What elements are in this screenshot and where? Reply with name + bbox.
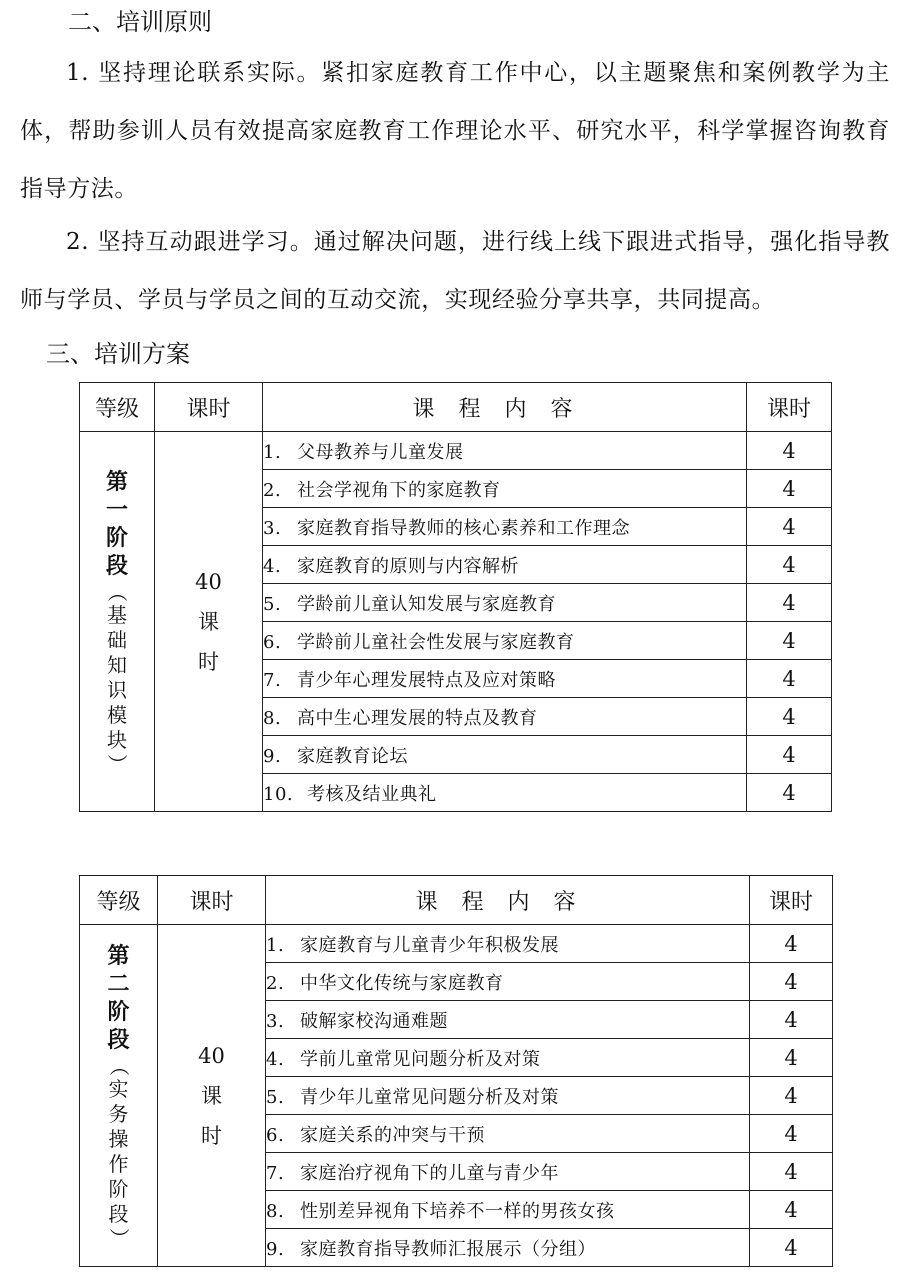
level-title-char: 第 [107,943,130,969]
course-hours: 4 [750,963,833,1001]
course-name-cell [266,1191,750,1229]
course-number: 9. [263,745,282,767]
level-sub-char: 实 [108,1076,129,1101]
course-name: 学龄前儿童社会性发展与家庭教育 [297,631,575,653]
course-name-cell [263,622,747,660]
course-number: 7. [266,1162,285,1184]
course-number: 5. [266,1086,285,1108]
course-hours: 4 [747,584,832,622]
level-sub-char: 基 [107,602,127,627]
stage1-table [79,382,832,812]
course-name-cell [263,774,747,812]
course-name-cell [263,584,747,622]
course-hours: 4 [747,622,832,660]
course-name-cell [266,1115,750,1153]
level-sub-char: 段 [108,1201,129,1226]
course-hours: 4 [750,1229,833,1267]
level-sub-char: 础 [107,627,127,652]
course-name: 青少年儿童常见问题分析及对策 [300,1086,559,1108]
course-hours: 4 [747,508,832,546]
course-name: 父母教养与儿童发展 [297,441,464,463]
course-hours: 4 [747,774,832,812]
open-paren: （ [105,581,129,602]
stage-total-hours [158,925,266,1267]
course-number: 1. [263,441,282,463]
content-header: 课程内容 [266,876,750,925]
course-hours: 4 [750,1001,833,1039]
stage-level-cell [80,432,155,812]
total-hours-text: 时 [201,1123,222,1148]
course-name-cell [263,660,747,698]
level-sub-char: 作 [108,1151,129,1176]
open-paren: （ [106,1055,131,1076]
course-name-cell [263,546,747,584]
course-name-cell [266,1229,750,1267]
course-hours: 4 [750,1115,833,1153]
level-title-char: 一 [105,497,128,523]
course-number: 5. [263,593,282,615]
section-heading-plan: 三、培训方案 [46,340,190,368]
course-number: 8. [263,707,282,729]
total-hours-text: 40 [198,1043,225,1068]
course-number: 1. [266,934,285,956]
level-title-char: 阶 [107,999,130,1025]
course-name: 家庭教育与儿童青少年积极发展 [300,934,559,956]
hours-header: 课时 [155,383,263,432]
level-sub-char: 知 [107,652,127,677]
course-hours: 4 [750,1039,833,1077]
level-title-char: 二 [107,971,130,997]
level-sub-char: 块 [107,727,127,752]
course-name: 中华文化传统与家庭教育 [300,972,504,994]
hours-header: 课时 [158,876,266,925]
content-header: 课程内容 [263,383,747,432]
level-title-char: 阶 [105,525,128,551]
course-hours: 4 [747,660,832,698]
stage1-body [80,432,832,812]
course-name-cell [266,1077,750,1115]
table-row [80,432,832,470]
course-number: 7. [263,669,282,691]
course-name-cell [266,1039,750,1077]
total-hours-text: 课 [198,609,219,634]
course-number: 4. [266,1048,285,1070]
course-name: 破解家校沟通难题 [300,1010,448,1032]
course-name-cell [266,1153,750,1191]
course-hours: 4 [750,925,833,963]
course-name-cell [263,432,747,470]
course-name-cell [266,963,750,1001]
course-name: 家庭教育指导教师的核心素养和工作理念 [297,517,630,539]
course-hours: 4 [750,1153,833,1191]
course-hours: 4 [747,546,832,584]
course-number: 2. [266,972,285,994]
course-name: 考核及结业典礼 [307,783,437,805]
stage-level-cell [80,925,158,1267]
course-hours: 4 [747,736,832,774]
course-hours: 4 [750,1077,833,1115]
table-row [80,925,833,963]
principle-paragraph-1: 1. 坚持理论联系实际。紧扣家庭教育工作中心，以主题聚焦和案例教学为主体，帮助参训人员有效提高家庭教育工作理论水平、研究水平，科学掌握咨询教育指导方法。 [20,60,890,202]
course-hours: 4 [747,432,832,470]
course-number: 4. [263,555,282,577]
course-number: 9. [266,1238,285,1260]
stage2-body [80,925,833,1267]
course-number: 3. [263,517,282,539]
level-sub-char: 模 [107,702,127,727]
course-number: 10. [263,783,294,805]
course-name: 高中生心理发展的特点及教育 [297,707,538,729]
course-name-cell [263,736,747,774]
course-name: 家庭教育的原则与内容解析 [297,555,519,577]
course-name-cell [263,698,747,736]
level-title-char: 段 [107,1027,130,1053]
course-name: 学前儿童常见问题分析及对策 [300,1048,541,1070]
level-sub-char: 阶 [108,1176,129,1201]
level-header: 等级 [80,876,158,925]
principle-paragraph-2: 2. 坚持互动跟进学习。通过解决问题，进行线上线下跟进式指导，强化指导教师与学员、学员与学员之间的互动交流，实现经验分享共享，共同提高。 [20,229,890,313]
total-hours-text: 40 [195,569,222,594]
level-title-char: 段 [105,553,128,579]
course-name: 家庭教育指导教师汇报展示（分组） [300,1238,596,1260]
course-name-cell [263,470,747,508]
course-name: 家庭治疗视角下的儿童与青少年 [300,1162,559,1184]
course-number: 3. [266,1010,285,1032]
course-hours: 4 [750,1191,833,1229]
stage1-header-row [80,383,832,432]
course-number: 6. [266,1124,285,1146]
close-paren: ） [105,753,129,774]
course-name: 家庭教育论坛 [297,745,408,767]
course-number: 8. [266,1200,285,1222]
course-hours-header: 课时 [747,383,832,432]
stage-level-vertical [106,943,132,1249]
section-heading-principles: 二、培训原则 [68,8,212,36]
level-title-char: 第 [105,469,128,495]
stage-total-hours [155,432,263,812]
course-hours: 4 [747,698,832,736]
course-name-cell [266,1001,750,1039]
course-name: 社会学视角下的家庭教育 [297,479,501,501]
level-sub-char: 识 [107,677,127,702]
course-hours-header: 课时 [750,876,833,925]
course-name: 家庭关系的冲突与干预 [300,1124,485,1146]
course-number: 2. [263,479,282,501]
stage2-header-row [80,876,833,925]
close-paren: ） [106,1227,131,1248]
total-hours-text: 时 [198,649,219,674]
total-hours-text: 课 [201,1083,222,1108]
level-sub-char: 操 [108,1126,129,1151]
course-number: 6. [263,631,282,653]
course-name-cell [266,925,750,963]
stage2-table [79,875,833,1267]
level-sub-char: 务 [108,1101,129,1126]
course-name-cell [263,508,747,546]
course-name: 青少年心理发展特点及应对策略 [297,669,556,691]
course-name: 学龄前儿童认知发展与家庭教育 [297,593,556,615]
level-header: 等级 [80,383,155,432]
stage-level-vertical [104,469,130,775]
course-hours: 4 [747,470,832,508]
course-name: 性别差异视角下培养不一样的男孩女孩 [300,1200,615,1222]
